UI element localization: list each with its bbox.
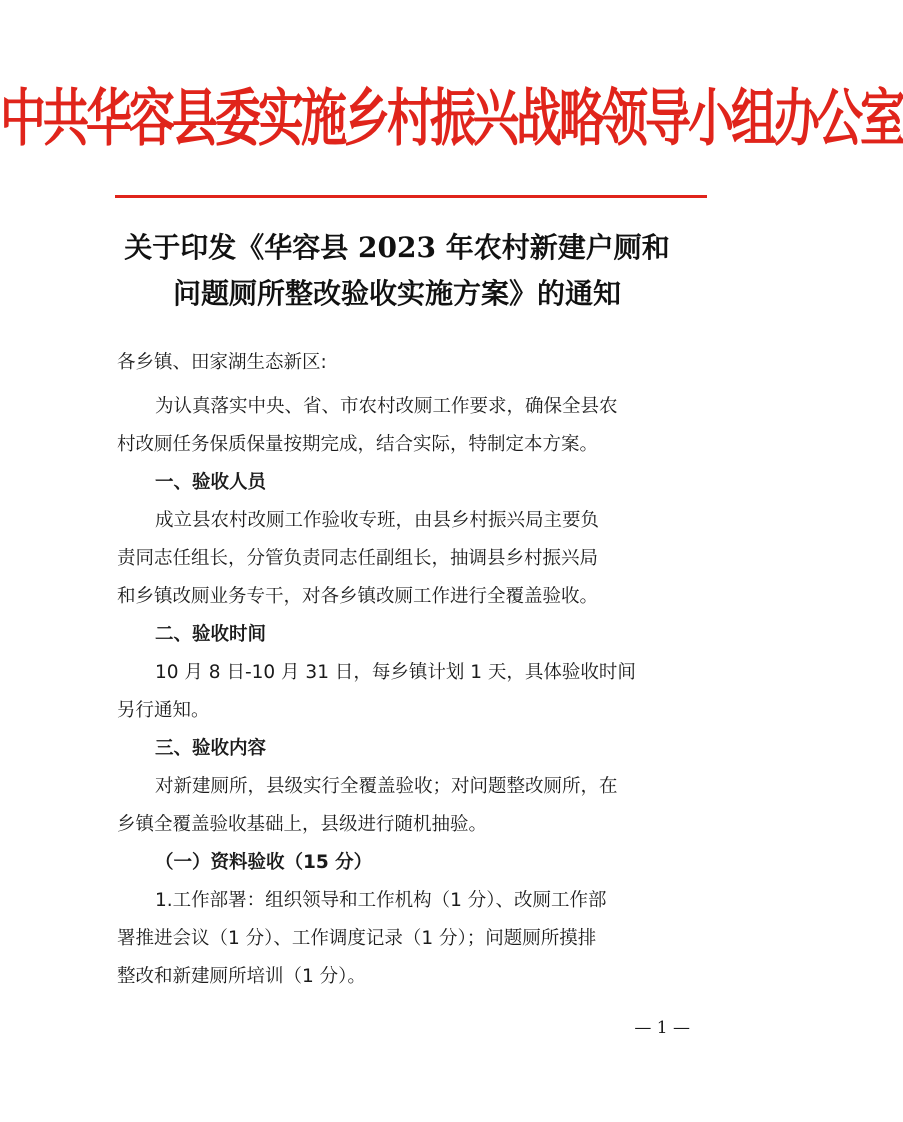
section-3-heading: 三、验收内容	[155, 738, 267, 759]
red-divider-line	[115, 195, 707, 198]
document-title-line-2: 问题厕所整改验收实施方案》的通知	[172, 277, 621, 310]
issuing-office-masthead: 中共华容县委实施乡村振兴战略领导小组办公室	[0, 81, 903, 155]
document-title-line-1: 关于印发《华容县 2023 年农村新建户厕和	[124, 231, 670, 264]
intro-line-2: 村改厕任务保质保量按期完成，结合实际，特制定本方案。	[117, 434, 599, 455]
section-1-heading: 一、验收人员	[155, 472, 267, 493]
subsection-1-heading: （一）资料验收（15 分）	[155, 852, 373, 873]
page-number: — 1 —	[634, 1018, 690, 1038]
subsection-1-line-1: 1.工作部署：组织领导和工作机构（1 分）、改厕工作部	[155, 890, 607, 911]
section-3-line-2: 乡镇全覆盖验收基础上，县级进行随机抽验。	[117, 814, 488, 835]
section-2-heading: 二、验收时间	[155, 624, 267, 645]
subsection-1-line-2: 署推进会议（1 分）、工作调度记录（1 分）；问题厕所摸排	[117, 928, 597, 949]
section-1-line-2: 责同志任组长，分管负责同志任副组长，抽调县乡村振兴局	[117, 548, 599, 569]
section-1-line-1: 成立县农村改厕工作验收专班，由县乡村振兴局主要负	[155, 510, 600, 531]
section-1-line-3: 和乡镇改厕业务专干，对各乡镇改厕工作进行全覆盖验收。	[117, 586, 599, 607]
section-2-line-1: 10 月 8 日-10 月 31 日，每乡镇计划 1 天，具体验收时间	[155, 662, 636, 683]
section-3-line-1: 对新建厕所，县级实行全覆盖验收；对问题整改厕所，在	[155, 776, 618, 797]
section-2-line-2: 另行通知。	[117, 700, 210, 721]
salutation: 各乡镇、田家湖生态新区:	[117, 352, 327, 373]
subsection-1-line-3: 整改和新建厕所培训（1 分）。	[117, 966, 366, 987]
intro-line-1: 为认真落实中央、省、市农村改厕工作要求，确保全县农	[155, 396, 618, 417]
